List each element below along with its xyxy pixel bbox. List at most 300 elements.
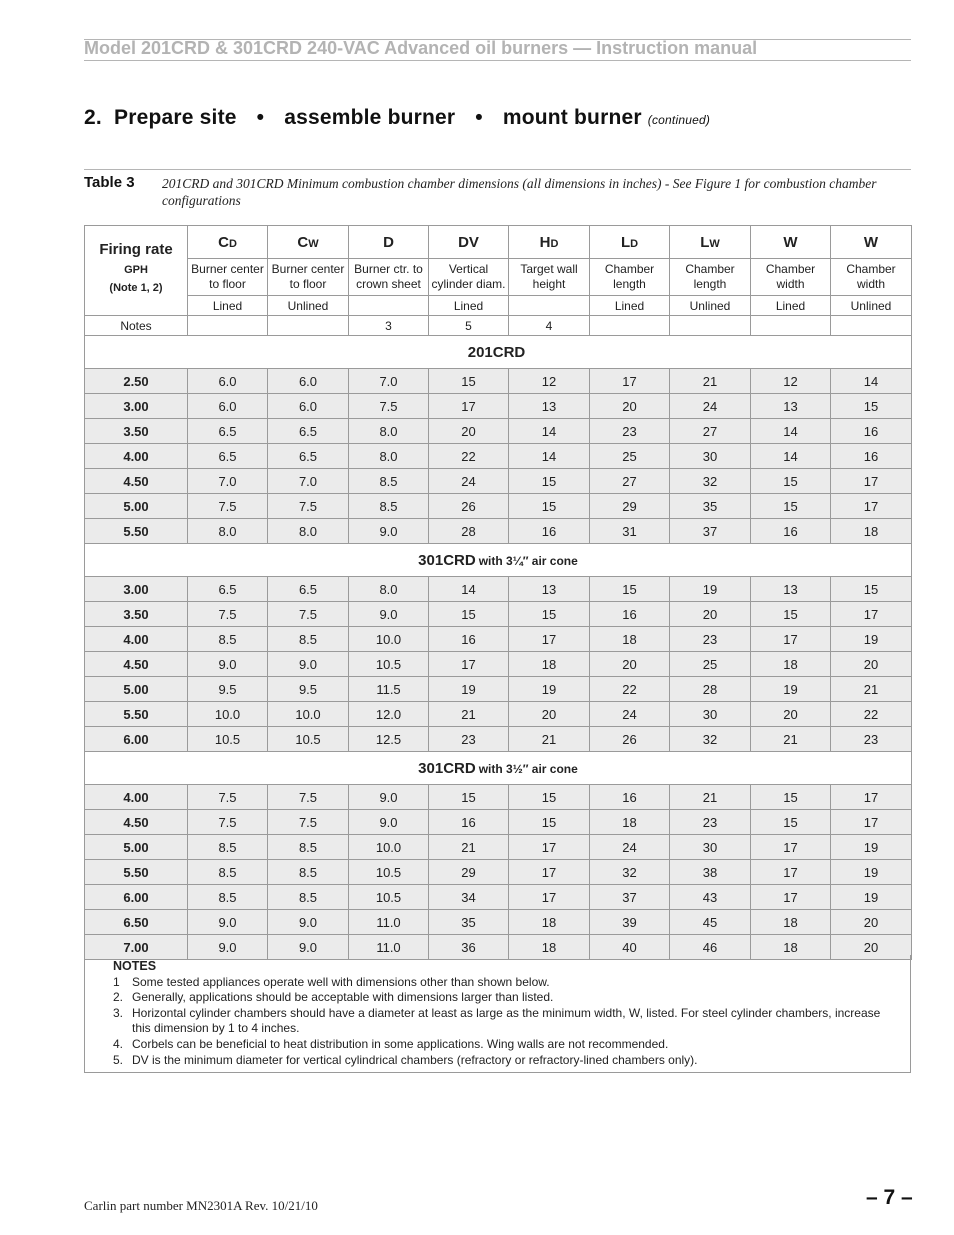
table-row <box>85 860 912 885</box>
column-description-line2: length <box>693 277 727 291</box>
table-cell: 25 <box>590 444 670 469</box>
firing-rate-cell: 3.50 <box>85 419 188 444</box>
header-row-notes <box>85 316 912 336</box>
table-cell: 25 <box>670 652 751 677</box>
table-cell: 26 <box>590 727 670 752</box>
table-cell: 9.0 <box>268 652 349 677</box>
column-symbol-letter: H <box>539 233 551 251</box>
table-row <box>85 519 912 544</box>
table-cell: 17 <box>429 652 509 677</box>
firing-rate-unit: GPH <box>124 264 148 276</box>
table-cell: 19 <box>831 860 912 885</box>
table-cell: 21 <box>429 702 509 727</box>
header-row-symbols <box>85 226 912 259</box>
table-row <box>85 835 912 860</box>
section-heading <box>84 106 710 130</box>
table-cell: 35 <box>670 494 751 519</box>
column-lining: Unlined <box>831 296 912 316</box>
note-number: 4. <box>113 1036 124 1051</box>
column-symbol-letter: D <box>383 233 394 251</box>
table-cell: 9.0 <box>349 785 429 810</box>
table-cell: 20 <box>831 652 912 677</box>
firing-rate-cell: 4.00 <box>85 627 188 652</box>
table-row <box>85 785 912 810</box>
table-cell: 14 <box>831 369 912 394</box>
firing-rate-cell: 6.00 <box>85 885 188 910</box>
table-cell: 9.5 <box>188 677 268 702</box>
table-cell: 7.5 <box>188 785 268 810</box>
table-cell: 7.0 <box>268 469 349 494</box>
table-cell: 10.0 <box>349 835 429 860</box>
table-cell: 16 <box>509 519 590 544</box>
table-row <box>85 419 912 444</box>
notes-row-label: Notes <box>85 316 188 336</box>
table-cell: 20 <box>670 602 751 627</box>
table-cell: 23 <box>429 727 509 752</box>
group-header-row <box>85 336 912 369</box>
table-cell: 14 <box>509 444 590 469</box>
column-lining <box>349 296 429 316</box>
note-item <box>113 1053 893 1069</box>
notes-heading: NOTES <box>113 959 157 973</box>
table-row <box>85 369 912 394</box>
table-cell: 46 <box>670 935 751 960</box>
table-cell: 23 <box>831 727 912 752</box>
table-row <box>85 577 912 602</box>
table-cell: 9.0 <box>268 910 349 935</box>
note-number: 2. <box>113 990 124 1005</box>
table-cell: 19 <box>831 627 912 652</box>
column-description-line1: Burner ctr. to <box>354 262 423 276</box>
table-row <box>85 910 912 935</box>
note-text: Some tested appliances operate well with dimensions other than shown below. <box>132 974 550 989</box>
column-symbol-letter: L <box>620 233 631 251</box>
table-row <box>85 394 912 419</box>
column-symbol-subscript: W <box>709 237 720 250</box>
column-note-ref <box>590 316 670 336</box>
group-air-cone: with 3½″ air cone <box>478 761 578 776</box>
table-cell: 9.0 <box>349 602 429 627</box>
table-cell: 10.0 <box>188 702 268 727</box>
dimensions-table <box>84 225 912 960</box>
note-text: DV is the minimum diameter for vertical cylindrical chambers (refractory or refractory-lined chambers only). <box>132 1052 698 1067</box>
table-cell: 27 <box>590 469 670 494</box>
table-cell: 45 <box>670 910 751 935</box>
table-cell: 7.5 <box>268 494 349 519</box>
table-cell: 18 <box>509 935 590 960</box>
note-text: Corbels can be beneficial to heat distribution in some applications. Wing walls are not recommended. <box>132 1036 669 1051</box>
column-description-line1: Chamber <box>685 262 735 276</box>
table-cell: 20 <box>831 910 912 935</box>
table-cell: 15 <box>751 469 831 494</box>
column-symbol <box>188 226 268 259</box>
table-cell: 11.0 <box>349 935 429 960</box>
table-cell: 17 <box>751 885 831 910</box>
table-cell: 43 <box>670 885 751 910</box>
column-description-line1: Chamber <box>846 262 896 276</box>
table-cell: 13 <box>509 577 590 602</box>
table-cell: 7.0 <box>188 469 268 494</box>
column-symbol <box>831 226 912 259</box>
column-description <box>188 259 268 296</box>
column-symbol-letter: W <box>863 233 879 251</box>
table-cell: 21 <box>509 727 590 752</box>
column-lining: Unlined <box>268 296 349 316</box>
table-cell: 19 <box>831 885 912 910</box>
table-cell: 15 <box>751 785 831 810</box>
note-number: 5. <box>113 1052 124 1067</box>
table-cell: 13 <box>509 394 590 419</box>
table-cell: 8.0 <box>349 419 429 444</box>
table-cell: 38 <box>670 860 751 885</box>
table-cell: 19 <box>751 677 831 702</box>
table-cell: 15 <box>509 785 590 810</box>
table-cell: 8.0 <box>349 444 429 469</box>
table-cell: 15 <box>831 394 912 419</box>
column-description-line1: Chamber <box>604 262 655 276</box>
group-header-row <box>85 544 912 577</box>
table-cell: 18 <box>590 627 670 652</box>
table-cell: 19 <box>831 835 912 860</box>
table-cell: 15 <box>509 810 590 835</box>
table-cell: 19 <box>509 677 590 702</box>
table-cell: 35 <box>429 910 509 935</box>
table-cell: 8.5 <box>349 494 429 519</box>
table-cell: 7.5 <box>188 494 268 519</box>
table-cell: 23 <box>670 810 751 835</box>
column-symbol-letter: C <box>218 233 229 251</box>
table-cell: 10.5 <box>349 860 429 885</box>
column-lining: Lined <box>188 296 268 316</box>
column-symbol-letter: C <box>297 233 309 251</box>
table-cell: 29 <box>590 494 670 519</box>
table-cell: 7.5 <box>268 602 349 627</box>
table-cell: 17 <box>509 627 590 652</box>
table-cell: 20 <box>831 935 912 960</box>
column-symbol-letter: W <box>783 233 798 251</box>
table-cell: 15 <box>429 602 509 627</box>
column-description-line2: to floor <box>209 277 246 291</box>
table-cell: 15 <box>590 577 670 602</box>
table-cell: 15 <box>429 785 509 810</box>
table-cell: 18 <box>751 910 831 935</box>
note-number: 3. <box>113 1005 124 1020</box>
table-cell: 22 <box>590 677 670 702</box>
table-row <box>85 702 912 727</box>
group-model: 301CRD <box>418 551 476 569</box>
table-cell: 7.5 <box>349 394 429 419</box>
table-cell: 22 <box>429 444 509 469</box>
table-cell: 24 <box>429 469 509 494</box>
section-separator: • <box>256 106 265 129</box>
table-cell: 15 <box>509 469 590 494</box>
table-cell: 10.0 <box>268 702 349 727</box>
table-cell: 15 <box>509 494 590 519</box>
column-description-line2: length <box>613 277 646 291</box>
table-cell: 6.5 <box>268 444 349 469</box>
table-cell: 24 <box>670 394 751 419</box>
table-cell: 19 <box>429 677 509 702</box>
table-cell: 15 <box>429 369 509 394</box>
note-text: Generally, applications should be acceptable with dimensions larger than listed. <box>132 990 554 1005</box>
table-cell: 32 <box>670 727 751 752</box>
table-cell: 15 <box>751 494 831 519</box>
table-row <box>85 602 912 627</box>
table-row <box>85 885 912 910</box>
section-part-mount: mount burner <box>502 106 642 129</box>
column-symbol-subscript: D <box>550 237 559 250</box>
column-symbol-letter: L <box>700 233 710 251</box>
table-cell: 14 <box>751 419 831 444</box>
table-cell: 7.5 <box>268 785 349 810</box>
table-cell: 15 <box>751 602 831 627</box>
firing-rate-cell: 4.50 <box>85 810 188 835</box>
table-cell: 21 <box>429 835 509 860</box>
table-cell: 18 <box>751 935 831 960</box>
note-item <box>113 1037 893 1053</box>
table-cell: 10.0 <box>349 627 429 652</box>
table-cell: 8.5 <box>268 885 349 910</box>
table-cell: 20 <box>751 702 831 727</box>
group-header <box>85 544 912 577</box>
column-description-line2: to floor <box>289 277 327 291</box>
column-note-ref <box>751 316 831 336</box>
firing-rate-cell: 6.50 <box>85 910 188 935</box>
table-cell: 18 <box>509 910 590 935</box>
column-symbol-subscript: D <box>228 237 237 250</box>
table-cell: 30 <box>670 835 751 860</box>
section-part-assemble: assemble burner <box>284 106 456 129</box>
table-cell: 8.5 <box>188 627 268 652</box>
table-cell: 21 <box>751 727 831 752</box>
table-cell: 11.5 <box>349 677 429 702</box>
firing-rate-cell: 5.50 <box>85 860 188 885</box>
column-symbol <box>751 226 831 259</box>
firing-rate-cell: 4.50 <box>85 469 188 494</box>
firing-rate-cell: 5.50 <box>85 519 188 544</box>
table-cell: 29 <box>429 860 509 885</box>
table-cell: 8.0 <box>188 519 268 544</box>
page-number: – 7 – <box>866 1186 913 1209</box>
table-cell: 8.5 <box>268 860 349 885</box>
firing-rate-title: Firing rate <box>99 241 173 258</box>
table-cell: 9.0 <box>188 910 268 935</box>
column-description-line2: height <box>532 277 566 291</box>
column-symbol-letter: DV <box>458 233 479 251</box>
table-cell: 8.5 <box>188 860 268 885</box>
column-description-line1: Target wall <box>520 262 578 276</box>
table-cell: 8.5 <box>188 885 268 910</box>
table-cell: 22 <box>831 702 912 727</box>
firing-rate-cell: 4.00 <box>85 444 188 469</box>
column-lining: Lined <box>751 296 831 316</box>
table-cell: 30 <box>670 702 751 727</box>
table-row <box>85 494 912 519</box>
footer-part-number: Carlin part number MN2301A Rev. 10/21/10 <box>84 1198 318 1213</box>
column-symbol-subscript: W <box>308 237 319 250</box>
table-cell: 20 <box>429 419 509 444</box>
table-cell: 17 <box>509 885 590 910</box>
group-header <box>85 336 912 369</box>
table-cell: 23 <box>590 419 670 444</box>
table-cell: 17 <box>751 860 831 885</box>
firing-rate-header <box>85 226 188 316</box>
column-symbol <box>509 226 590 259</box>
table-cell: 28 <box>429 519 509 544</box>
table-cell: 17 <box>509 860 590 885</box>
table-cell: 20 <box>509 702 590 727</box>
column-lining: Lined <box>429 296 509 316</box>
table-row <box>85 677 912 702</box>
table-cell: 39 <box>590 910 670 935</box>
table-cell: 15 <box>751 810 831 835</box>
table-cell: 6.0 <box>268 369 349 394</box>
header-row-descriptions <box>85 259 912 296</box>
firing-rate-cell: 5.00 <box>85 835 188 860</box>
table-cell: 18 <box>509 652 590 677</box>
table-cell: 6.5 <box>268 577 349 602</box>
table-cell: 14 <box>429 577 509 602</box>
firing-rate-note: (Note 1, 2) <box>109 282 163 294</box>
table-row <box>85 469 912 494</box>
table-cell: 12.0 <box>349 702 429 727</box>
table-cell: 8.0 <box>349 577 429 602</box>
table-cell: 6.0 <box>188 369 268 394</box>
table-cell: 17 <box>831 469 912 494</box>
table-cell: 6.5 <box>188 444 268 469</box>
table-cell: 27 <box>670 419 751 444</box>
table-cell: 10.5 <box>188 727 268 752</box>
table-cell: 24 <box>590 702 670 727</box>
column-description-line1: Burner center <box>191 262 264 276</box>
column-symbol <box>670 226 751 259</box>
column-description-line1: Chamber <box>765 262 816 276</box>
firing-rate-cell: 5.00 <box>85 494 188 519</box>
column-lining: Unlined <box>670 296 751 316</box>
column-symbol <box>268 226 349 259</box>
table-cell: 10.5 <box>268 727 349 752</box>
table-cell: 15 <box>831 577 912 602</box>
table-cell: 8.5 <box>349 469 429 494</box>
firing-rate-cell: 4.50 <box>85 652 188 677</box>
manual-title: Model 201CRD & 301CRD 240-VAC Advanced oil burners — Instruction manual <box>84 38 758 58</box>
table-cell: 17 <box>831 494 912 519</box>
column-note-ref <box>831 316 912 336</box>
column-description <box>268 259 349 296</box>
group-air-cone: with 3¼″ air cone <box>478 553 578 568</box>
table-cell: 7.5 <box>188 810 268 835</box>
column-note-ref <box>188 316 268 336</box>
column-description <box>831 259 912 296</box>
notes-list <box>113 959 893 1068</box>
section-separator: • <box>475 106 483 129</box>
table-cell: 19 <box>670 577 751 602</box>
table-caption: 201CRD and 301CRD Minimum combustion chamber dimensions (all dimensions in inches) - See Figure 1 for combustion chamber configurations <box>162 176 877 208</box>
table-cell: 6.0 <box>188 394 268 419</box>
table-cell: 20 <box>590 394 670 419</box>
table-cell: 16 <box>590 785 670 810</box>
table-cell: 7.5 <box>268 810 349 835</box>
table-cell: 31 <box>590 519 670 544</box>
firing-rate-cell: 5.50 <box>85 702 188 727</box>
table-cell: 15 <box>509 602 590 627</box>
column-description <box>751 259 831 296</box>
column-symbol-subscript: D <box>630 237 639 250</box>
table-cell: 18 <box>831 519 912 544</box>
table-cell: 21 <box>831 677 912 702</box>
table-cell: 7.5 <box>188 602 268 627</box>
note-number: 1 <box>113 974 120 989</box>
table-cell: 9.5 <box>268 677 349 702</box>
table-cell: 6.0 <box>268 394 349 419</box>
table-cell: 17 <box>751 835 831 860</box>
table-cell: 14 <box>751 444 831 469</box>
table-row <box>85 627 912 652</box>
section-continued: (continued) <box>647 113 711 127</box>
table-cell: 20 <box>590 652 670 677</box>
column-description-line2: crown sheet <box>356 277 421 291</box>
table-cell: 30 <box>670 444 751 469</box>
table-cell: 16 <box>831 419 912 444</box>
table-top-rule <box>84 169 911 170</box>
table-cell: 6.5 <box>188 577 268 602</box>
table-cell: 10.5 <box>349 885 429 910</box>
column-description <box>590 259 670 296</box>
column-note-ref <box>268 316 349 336</box>
table-cell: 21 <box>670 785 751 810</box>
table-cell: 9.0 <box>188 935 268 960</box>
column-note-ref: 3 <box>349 316 429 336</box>
table-cell: 17 <box>751 627 831 652</box>
column-description-line2: width <box>856 277 885 291</box>
table-row <box>85 727 912 752</box>
table-cell: 36 <box>429 935 509 960</box>
note-item <box>113 1006 893 1037</box>
table-cell: 17 <box>590 369 670 394</box>
table-cell: 16 <box>751 519 831 544</box>
table-cell: 10.5 <box>349 652 429 677</box>
firing-rate-cell: 2.50 <box>85 369 188 394</box>
table-cell: 9.0 <box>349 519 429 544</box>
table-cell: 23 <box>670 627 751 652</box>
table-cell: 12 <box>751 369 831 394</box>
column-note-ref <box>670 316 751 336</box>
notes-box <box>84 955 911 1073</box>
table-cell: 18 <box>590 810 670 835</box>
group-header <box>85 752 912 785</box>
group-header-row <box>85 752 912 785</box>
table-cell: 12 <box>509 369 590 394</box>
column-description-line2: width <box>776 277 805 291</box>
header-rule-bottom <box>84 60 911 61</box>
column-description <box>429 259 509 296</box>
group-model: 301CRD <box>418 759 476 777</box>
firing-rate-cell: 6.00 <box>85 727 188 752</box>
table-cell: 17 <box>831 810 912 835</box>
section-part-prepare: Prepare site <box>114 106 237 129</box>
table-cell: 32 <box>670 469 751 494</box>
section-number: 2. <box>84 106 102 129</box>
table-cell: 16 <box>831 444 912 469</box>
table-cell: 8.0 <box>268 519 349 544</box>
column-symbol <box>590 226 670 259</box>
table-row <box>85 652 912 677</box>
table-cell: 12.5 <box>349 727 429 752</box>
table-cell: 9.0 <box>268 935 349 960</box>
header-row-lining <box>85 296 912 316</box>
column-symbol <box>349 226 429 259</box>
column-description-line1: Vertical <box>448 262 489 276</box>
